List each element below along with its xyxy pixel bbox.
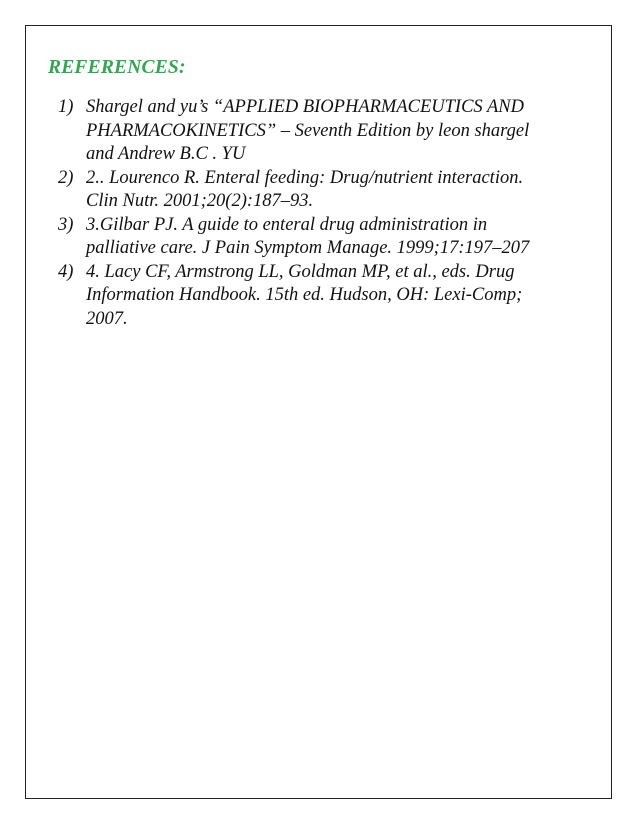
reference-text: 3.Gilbar PJ. A guide to enteral drug administration in palliative care. J Pain Symptom Manage. 1999;17:197–207 (86, 214, 530, 258)
reference-text: 2.. Lourenco R. Enteral feeding: Drug/nutrient interaction. Clin Nutr. 2001;20(2):187–93. (86, 167, 524, 211)
reference-item-3 (58, 214, 598, 261)
references-list (58, 96, 598, 331)
reference-number: 4) (58, 261, 74, 282)
reference-text: 4. Lacy CF, Armstrong LL, Goldman MP, et al., eds. Drug Information Handbook. 15th ed. Hudson, OH: Lexi-Comp; 2007. (86, 261, 523, 329)
reference-item-4 (58, 261, 598, 332)
reference-item-2 (58, 167, 598, 214)
references-heading: REFERENCES: (48, 57, 186, 78)
reference-number: 1) (58, 97, 74, 117)
reference-number: 2) (58, 167, 74, 188)
reference-number: 3) (58, 214, 74, 235)
reference-text: Shargel and yu’s “APPLIED BIOPHARMACEUTICS AND PHARMACOKINETICS” – Seventh Edition by leon shargel and Andrew B.C . YU (86, 97, 530, 164)
reference-item-1 (58, 96, 598, 167)
